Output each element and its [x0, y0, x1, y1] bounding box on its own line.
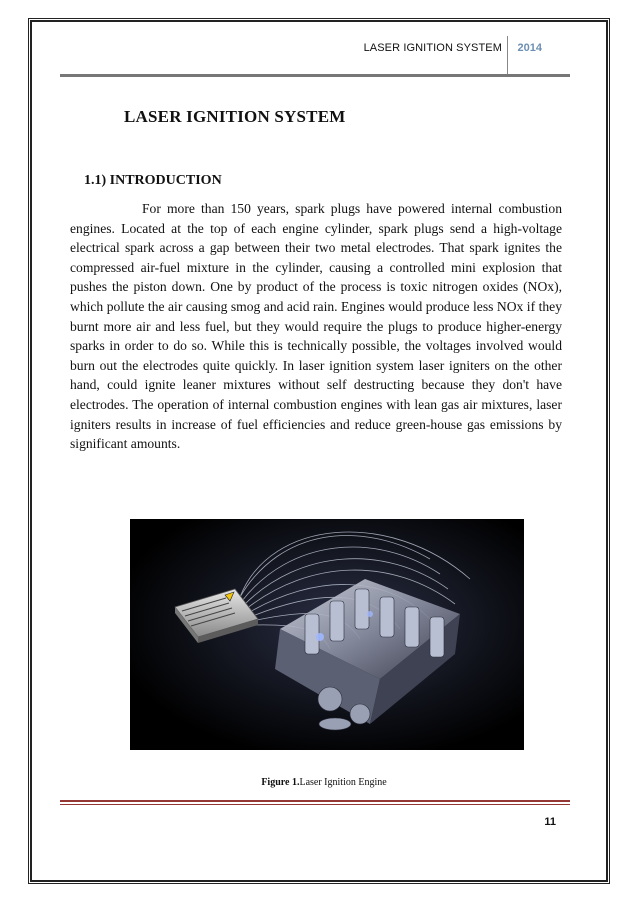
- footer-rule-bottom: [60, 804, 570, 805]
- figure-caption-text: Laser Ignition Engine: [299, 777, 387, 788]
- figure-caption-label: Figure 1.: [261, 777, 300, 788]
- section-heading: 1.1) INTRODUCTION: [84, 173, 222, 188]
- intro-paragraph: For more than 150 years, spark plugs have powered internal combustion engines. Located at the top of each engine cylinder, spark plugs send a high-voltage electrical spark across a gap between their two metal electrodes. That spark ignites the compressed air-fuel mixture in the cylinder, causing a controlled mini explosion that pushes the piston down. One by product of the process is toxic nitrogen oxides (NOx), which pollute the air causing smog and acid rain. Engines would produce less NOx if they burnt more air and less fuel, but they would require the plugs to produce higher-energy sparks in order to do so. While this is technically possible, the voltages involved would burn out the electrodes quite quickly. In laser ignition system laser igniters on the other hand, could ignite leaner mixtures without self destructing because they don't have electrodes. The operation of internal combustion engines with lean gas air mixtures, laser igniters results in increase of fuel efficiencies and reduce green-house gas emissions by significant amounts.: [70, 201, 562, 452]
- header-year: 2014: [517, 42, 542, 54]
- header-rule: [60, 74, 570, 77]
- engine-illustration: [130, 519, 524, 750]
- figure-caption: [0, 777, 638, 788]
- page-number: 11: [544, 816, 556, 828]
- document-title: LASER IGNITION SYSTEM: [124, 107, 346, 126]
- header-title: LASER IGNITION SYSTEM: [363, 42, 502, 54]
- header-separator: [507, 36, 509, 74]
- engine-figure-image: [130, 519, 524, 750]
- page-header: [60, 36, 570, 76]
- footer-rule-top: [60, 800, 570, 802]
